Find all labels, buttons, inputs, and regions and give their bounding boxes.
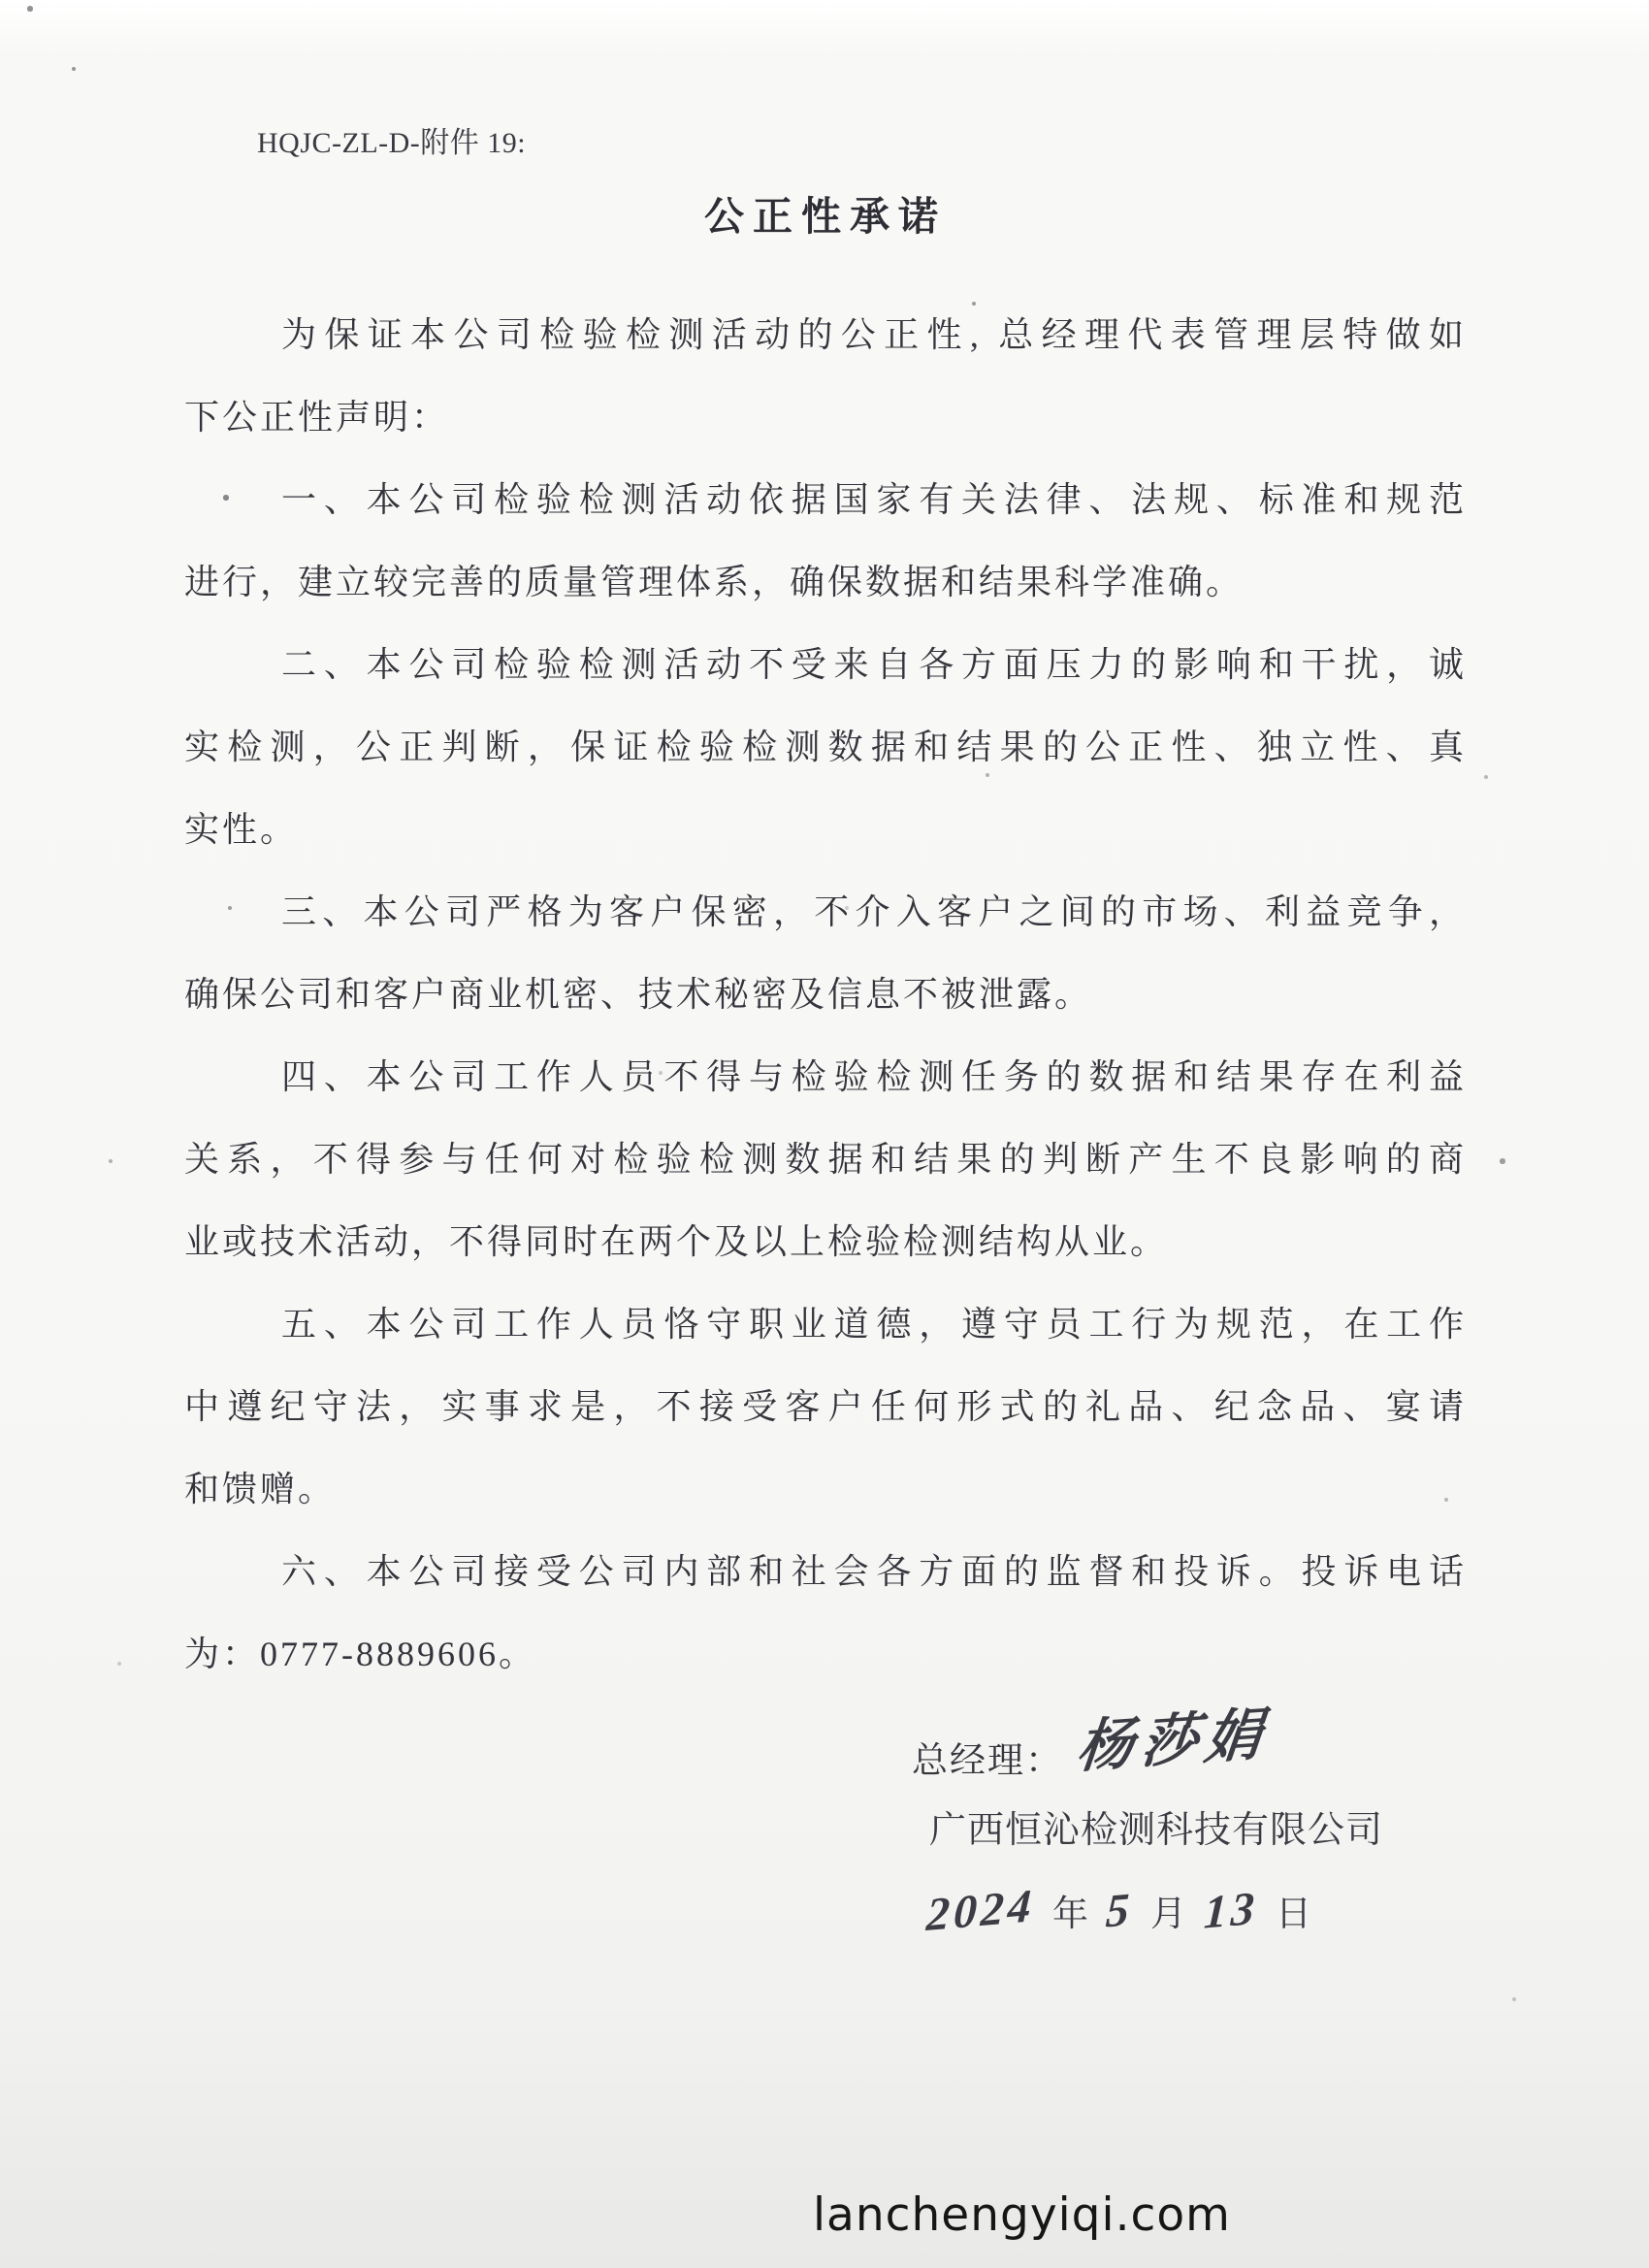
signature-role-line — [912, 1701, 1273, 1793]
company-name: 广西恒沁检测科技有限公司 — [929, 1810, 1384, 1851]
body-line: 确保公司和客户商业机密、技术秘密及信息不被泄露。 — [184, 975, 1093, 1014]
body-line: 关系，不得参与任何对检验检测数据和结果的判断产生不良影响的商 — [184, 1140, 1467, 1179]
handwritten-month: 5 — [1104, 1883, 1135, 1938]
body-line: 为：0777-8889606。 — [184, 1635, 536, 1673]
body-line: 下公正性声明： — [184, 398, 450, 437]
month-unit-label: 月 — [1150, 1895, 1186, 1934]
year-unit-label: 年 — [1052, 1895, 1088, 1934]
body-line: 为保证本公司检验检测活动的公正性, 总经理代表管理层特做如 — [281, 315, 1467, 354]
body-line: 二、本公司检验检测活动不受来自各方面压力的影响和干扰，诚 — [281, 645, 1467, 684]
scan-noise-specks — [0, 0, 2, 2]
body-line: 一、本公司检验检测活动依据国家有关法律、法规、标准和规范 — [281, 480, 1467, 519]
document-title: 公正性承诺 — [704, 194, 947, 239]
handwritten-day: 13 — [1202, 1882, 1260, 1939]
day-unit-label: 日 — [1276, 1895, 1311, 1934]
body-line: 中遵纪守法，实事求是，不接受客户任何形式的礼品、纪念品、宴请 — [184, 1387, 1467, 1426]
body-line: 三、本公司严格为客户保密，不介入客户之间的市场、利益竞争， — [281, 892, 1467, 931]
body-line: 四、本公司工作人员不得与检验检测任务的数据和结果存在利益 — [281, 1057, 1467, 1096]
body-line: 和馈赠。 — [184, 1470, 337, 1508]
body-line: 实检测，公正判断，保证检验检测数据和结果的公正性、独立性、真 — [184, 728, 1467, 766]
handwritten-signature: 杨莎娟 — [1074, 1701, 1273, 1780]
body-line: 六、本公司接受公司内部和社会各方面的监督和投诉。投诉电话 — [281, 1552, 1467, 1591]
handwritten-year: 2024 — [924, 1879, 1037, 1942]
document-body — [184, 294, 1467, 1696]
site-watermark: lanchengyiqi.com — [813, 2188, 1231, 2242]
body-line: 实性。 — [184, 810, 299, 849]
signature-date-line — [917, 1872, 1319, 1950]
body-line: 进行，建立较完善的质量管理体系，确保数据和结果科学准确。 — [184, 563, 1245, 601]
body-line: 五、本公司工作人员恪守职业道德，遵守员工行为规范，在工作 — [281, 1305, 1467, 1344]
body-line: 业或技术活动，不得同时在两个及以上检验检测结构从业。 — [184, 1222, 1169, 1261]
document-code: HQJC-ZL-D-附件 19: — [257, 127, 527, 159]
general-manager-label: 总经理： — [912, 1741, 1063, 1781]
